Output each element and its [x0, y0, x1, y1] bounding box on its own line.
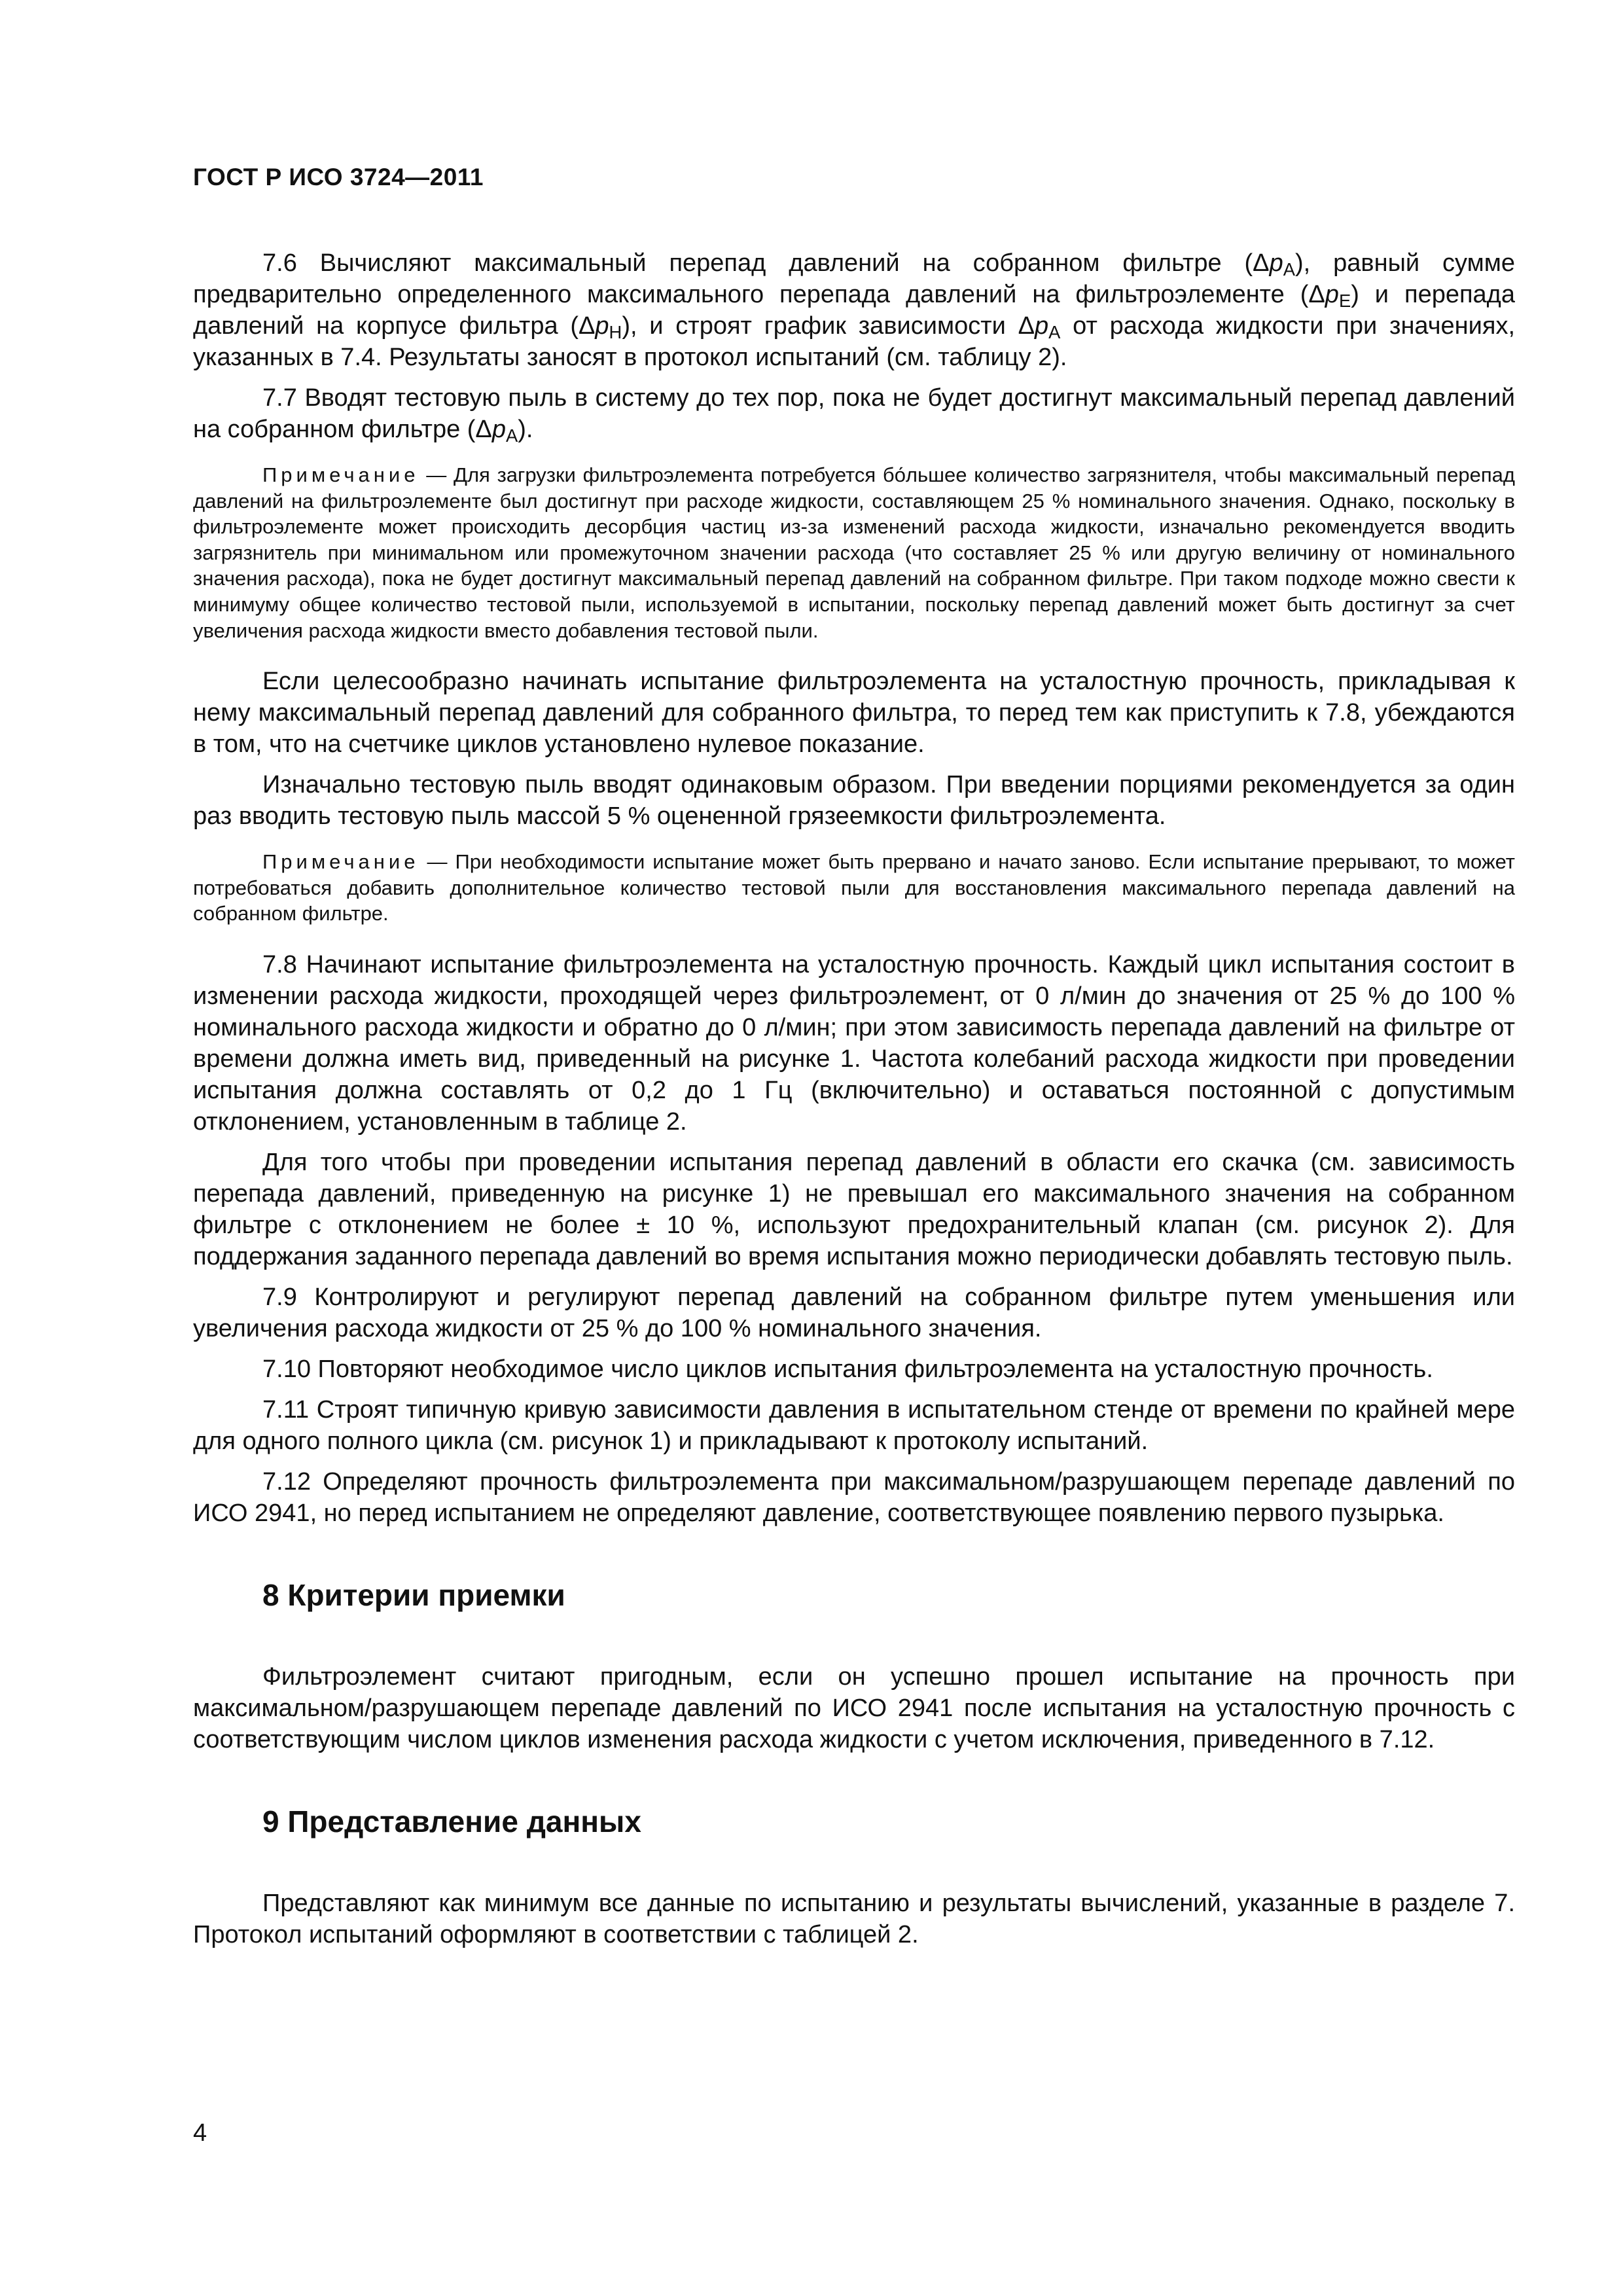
- note-label: Примечание: [262, 850, 419, 874]
- paragraph-7-8: 7.8 Начинают испытание фильтроэлемента на усталостную прочность. Каждый цикл испытания состоит в изменении расхода жидкости, проходящей через фильтроэлемент, от 0 л/мин до значения от 25 % до 100 % номинального расхода жидкости и обратно до 0 л/мин; при этом зависимость перепада давлений на фильтре от времени должна иметь вид, приведенный на рисунке 1. Частота колебаний расхода жидкости при проведении испытания должна составлять от 0,2 до 1 Гц (включительно) и оставаться постоянной с допустимым отклонением, установленным в таблице 2.: [193, 950, 1515, 1136]
- note-label: Примечание: [262, 463, 419, 486]
- note-1: Примечание — Для загрузки фильтроэлемента потребуется бо́льшее количество загрязнителя, чтобы максимальный перепад давлений на фильтроэлементе был достигнут при расходе жидкости, составляющем 25 % номинального значения. Однако, поскольку в фильтроэлементе может происходить десорбция частиц из-за изменений расхода жидкости, изначально рекомендуется вводить загрязнитель при минимальном или промежуточном значении расхода (что составляет 25 % или другую величину от номинального значения расхода), пока не будет достигнут максимальный перепад давлений на собранном фильтре. При таком подходе можно свести к минимуму общее количество тестовой пыли, используемой в испытании, поскольку перепад давлений может быть достигнут за счет увеличения расхода жидкости вместо добавления тестовой пыли.: [193, 463, 1515, 642]
- paragraph-dust-input: Изначально тестовую пыль вводят одинаковым образом. При введении порциями рекомендуется за один раз вводить тестовую пыль массой 5 % оцененной грязеемкости фильтроэлемента.: [193, 771, 1515, 831]
- paragraph-7-6: 7.6 Вычисляют максимальный перепад давлений на собранном фильтре $(\Delta p_A)$, равный сумме предварительно определенного максимального перепада давлений на фильтроэлементе $(\Delta p_E)$ и перепада давлений на корпусе фильтра $(\Delta p_H)$, и строят график зависимости $\Delta p_A$ от расхода жидкости при значениях, указанных в 7.4. Результаты заносят в протокол испытаний (см. таблицу 2).: [193, 249, 1516, 371]
- section-8-text: Фильтроэлемент считают пригодным, если он успешно прошел испытание на прочность при максимальном/разрушающем перепаде давлений по ИСО 2941 после испытания на усталостную прочность с соответствующим числом циклов изменения расхода жидкости с учетом исключения, приведенного в 7.12.: [193, 1662, 1515, 1753]
- document-header: ГОСТ Р ИСО 3724—2011: [193, 164, 484, 190]
- section-8-heading: 8 Критерии приемки: [262, 1577, 565, 1612]
- paragraph-7-10: 7.10 Повторяют необходимое число циклов испытания фильтроэлемента на усталостную прочность.: [262, 1355, 1433, 1383]
- paragraph-fatigue-start: Если целесообразно начинать испытание фильтроэлемента на усталостную прочность, прикладывая к нему максимальный перепад давлений для собранного фильтра, то перед тем как приступить к 7.8, убеждаются в том, что на счетчике циклов установлено нулевое показание.: [193, 668, 1515, 759]
- page-number: 4: [193, 2119, 207, 2147]
- note-2: Примечание — При необходимости испытание может быть прервано и начато заново. Если испытание прерывают, то может потребоваться добавить дополнительное количество тестовой пыли для восстановления максимального перепада давлений на собранном фильтре.: [193, 850, 1515, 925]
- section-9-text: Представляют как минимум все данные по испытанию и результаты вычислений, указанные в разделе 7. Протокол испытаний оформляют в соответствии с таблицей 2.: [193, 1889, 1515, 1948]
- document-page: [193, 164, 1515, 1960]
- section-9-heading: 9 Представление данных: [262, 1804, 641, 1839]
- paragraph-7-9: 7.9 Контролируют и регулируют перепад давлений на собранном фильтре путем уменьшения или увеличения расхода жидкости от 25 % до 100 % номинального значения.: [193, 1283, 1515, 1342]
- paragraph-7-11: 7.11 Строят типичную кривую зависимости давления в испытательном стенде от времени по крайней мере для одного полного цикла (см. рисунок 1) и прикладывают к протоколу испытаний.: [193, 1395, 1515, 1455]
- paragraph-7-12: 7.12 Определяют прочность фильтроэлемента при максимальном/разрушающем перепаде давлений по ИСО 2941, но перед испытанием не определяют давление, соответствующее появлению первого пузырька.: [193, 1467, 1515, 1527]
- paragraph-7-8-cont: Для того чтобы при проведении испытания перепад давлений в области его скачка (см. зависимость перепада давлений, приведенную на рисунке 1) не превышал его максимального значения на собранном фильтре с отклонением не более ± 10 %, используют предохранительный клапан (см. рисунок 2). Для поддержания заданного перепада давлений во время испытания можно периодически добавлять тестовую пыль.: [193, 1148, 1515, 1270]
- paragraph-7-7: 7.7 Вводят тестовую пыль в систему до тех пор, пока не будет достигнут максимальный перепад давлений на собранном фильтре $(\Delta p_A)$.: [193, 384, 1515, 446]
